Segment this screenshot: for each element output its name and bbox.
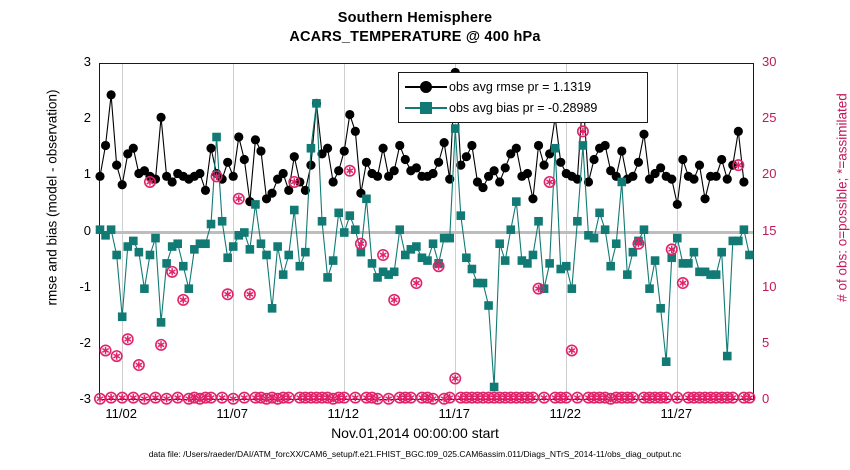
y-tick-right-10: 10 <box>762 278 777 294</box>
y-tick-left-0: 0 <box>83 222 91 238</box>
legend <box>398 72 648 123</box>
legend-swatch-bias <box>403 99 449 117</box>
series-square-filled <box>96 99 754 391</box>
y-tick-left-1: 1 <box>83 166 91 182</box>
legend-item-rmse <box>403 76 643 97</box>
legend-swatch-rmse <box>403 78 449 96</box>
chart-title-line2: ACARS_TEMPERATURE @ 400 hPa <box>289 29 541 45</box>
x-tick-11/17: 11/17 <box>438 406 471 421</box>
y-axis-left-label: rmse and bias (model - observation) <box>44 89 60 306</box>
x-tick-11/22: 11/22 <box>549 406 582 421</box>
data-file-caption: data file: /Users/raeder/DAI/ATM_forcXX/CAM6_setup/f.e21.FHIST_BGC.f09_025.CAM6assim.011/Diags_NTrS_2014-11/obs_diag_output.nc <box>148 449 682 459</box>
y-tick-right-15: 15 <box>762 222 777 238</box>
y-tick-right-5: 5 <box>762 334 770 350</box>
y-tick-right-25: 25 <box>762 110 777 126</box>
y-tick-left--3: -3 <box>79 391 91 406</box>
chart-title-line1: Southern Hemisphere <box>337 10 493 26</box>
x-tick-11/07: 11/07 <box>216 406 248 421</box>
y-tick-right-20: 20 <box>762 166 777 182</box>
y-tick-left--1: -1 <box>79 278 91 294</box>
legend-item-bias <box>403 97 643 118</box>
x-axis-label: Nov.01,2014 00:00:00 start <box>331 425 499 441</box>
y-axis-right-label: # of obs: o=possible; *=assimilated <box>834 93 850 302</box>
legend-label-bias: obs avg bias pr = -0.28989 <box>449 100 598 115</box>
legend-label-rmse: obs avg rmse pr = 1.1319 <box>449 79 592 94</box>
x-tick-11/27: 11/27 <box>660 406 693 421</box>
circle-filled-icon <box>420 81 432 93</box>
x-tick-11/02: 11/02 <box>105 406 137 421</box>
y-tick-left-3: 3 <box>83 54 91 69</box>
y-tick-right-30: 30 <box>762 54 777 69</box>
y-tick-left--2: -2 <box>79 334 91 350</box>
x-tick-11/12: 11/12 <box>327 406 360 421</box>
y-tick-left-2: 2 <box>83 110 91 126</box>
y-tick-right-0: 0 <box>762 391 770 406</box>
square-filled-icon <box>420 102 432 114</box>
